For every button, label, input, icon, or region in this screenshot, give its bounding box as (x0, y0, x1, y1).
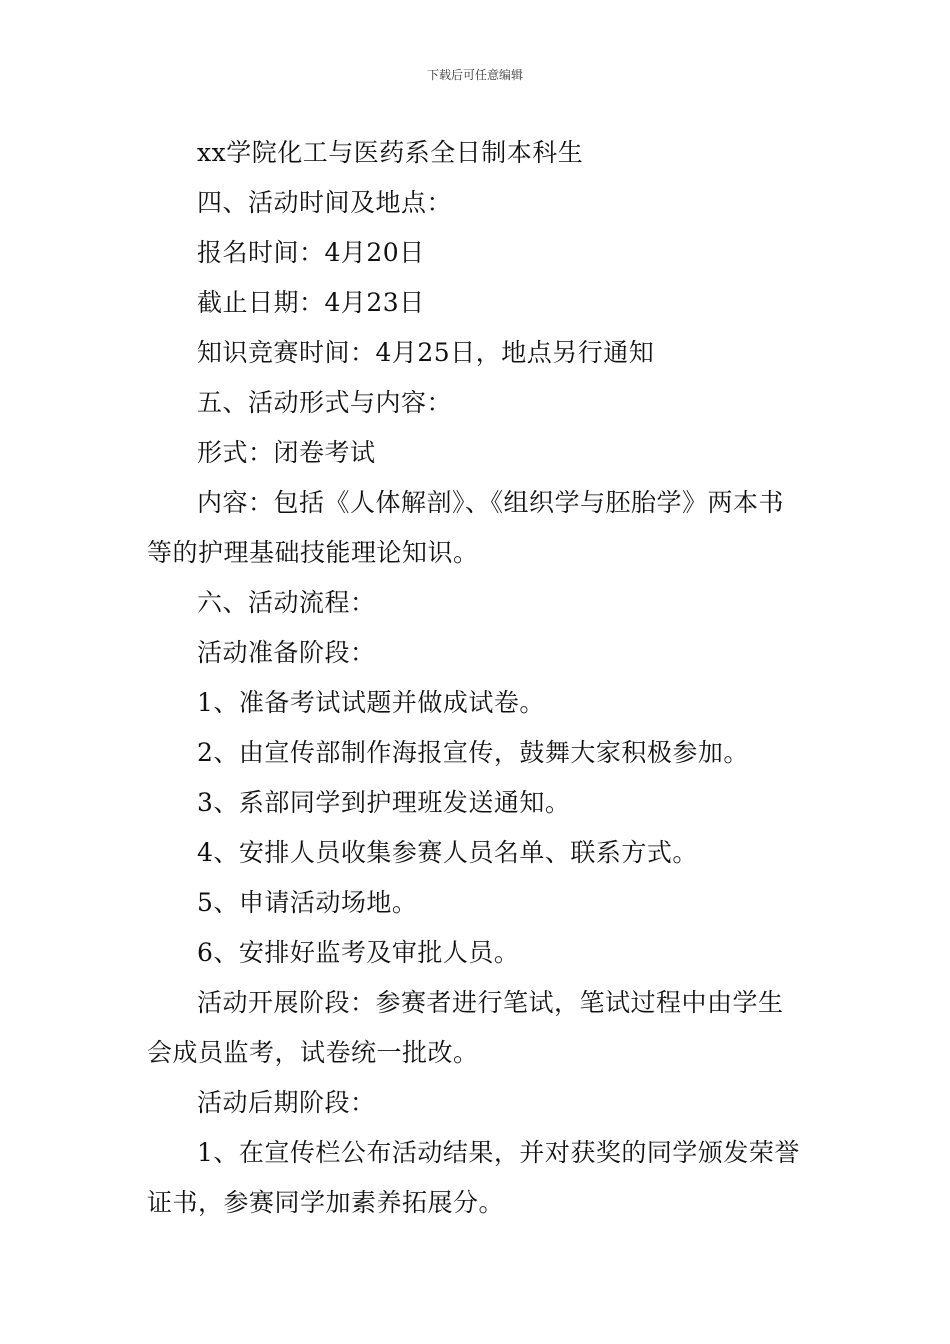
list-item: 5、申请活动场地。 (197, 888, 418, 917)
paragraph-content: 内容：包括《人体解剖》、《组织学与胚胎学》两本书等的护理基础技能理论知识。 (147, 488, 785, 567)
paragraph-registration-time: 报名时间：4月20日 (197, 238, 425, 267)
list-item: 2、由宣传部制作海报宣传，鼓舞大家积极参加。 (197, 738, 749, 767)
paragraph-audience: xx学院化工与医药系全日制本科生 (197, 138, 584, 167)
list-item: 4、安排人员收集参赛人员名单、联系方式。 (197, 838, 698, 867)
list-item: 3、系部同学到护理班发送通知。 (197, 788, 571, 817)
paragraph-prep-stage: 活动准备阶段： (197, 638, 376, 667)
section-heading-time-place: 四、活动时间及地点： (197, 188, 453, 217)
list-item: 1、准备考试试题并做成试卷。 (197, 688, 545, 717)
section-heading-process: 六、活动流程： (197, 588, 376, 617)
paragraph-deadline: 截止日期：4月23日 (197, 288, 425, 317)
list-item: 6、安排好监考及审批人员。 (197, 938, 520, 967)
paragraph-form: 形式：闭卷考试 (197, 438, 376, 467)
document-body (147, 128, 807, 1228)
paragraph-contest-time: 知识竞赛时间：4月25日，地点另行通知 (197, 338, 655, 367)
paragraph-execution-stage: 活动开展阶段：参赛者进行笔试，笔试过程中由学生会成员监考，试卷统一批改。 (147, 988, 784, 1067)
page-header: 下载后可任意编辑 (426, 68, 523, 82)
paragraph-later-stage: 活动后期阶段： (197, 1088, 376, 1117)
list-item: 1、在宣传栏公布活动结果，并对获奖的同学颁发荣誉证书，参赛同学加素养拓展分。 (147, 1138, 800, 1217)
section-heading-form-content: 五、活动形式与内容： (197, 388, 453, 417)
